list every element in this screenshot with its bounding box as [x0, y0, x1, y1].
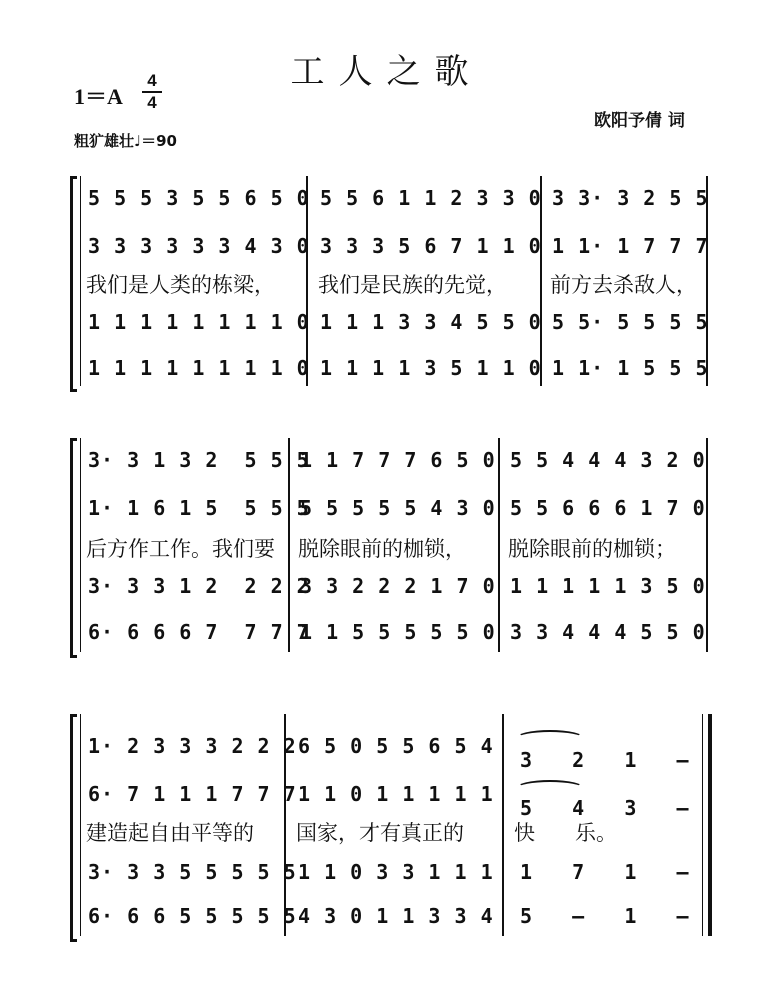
staff-row-bass: 5 — 1 —: [520, 904, 690, 928]
key-signature: 1＝A: [74, 84, 123, 109]
staff-row-tenor: 1 1 0 3 3 1 1 1: [298, 860, 494, 884]
final-barline-thick: [708, 714, 712, 936]
staff-row-alto: 6· 7 1 1 1 7 7 7: [88, 782, 297, 806]
staff-row-alto: 3 3 3 5 6 7 1 1 0: [320, 234, 542, 258]
staff-row-tenor: 3· 3 3 5 5 5 5 5: [88, 860, 297, 884]
staff-row-tenor: 3 3 2 2 2 1 7 0: [300, 574, 496, 598]
staff-row-alto: 1· 1 6 1 5 5 5 5: [88, 496, 310, 520]
staff-row-bass: 1 1 1 1 1 1 1 1 0: [88, 356, 310, 380]
lyric-line: 脱除眼前的枷锁；: [508, 537, 676, 561]
lyric-line: 脱除眼前的枷锁，: [298, 537, 466, 561]
staff-row-soprano: 5 5 6 1 1 2 3 3 0: [320, 186, 542, 210]
staff-row-soprano: 5 5 5 3 5 5 6 5 0: [88, 186, 310, 210]
barline: [502, 714, 504, 936]
staff-row-bass: 1 1 1 1 3 5 1 1 0: [320, 356, 542, 380]
lyricist-credit: 欧阳予倩 词: [594, 111, 685, 131]
lyric-line: 前方去杀敌人，: [550, 273, 697, 297]
staff-row-soprano: 1· 2 3 3 3 2 2 2: [88, 734, 297, 758]
system-brace: [70, 438, 77, 658]
staff-row-tenor: 3· 3 3 1 2 2 2 2: [88, 574, 310, 598]
lyric-line: 我们是人类的栋梁，: [86, 273, 275, 297]
tempo-marking: 粗犷雄壮♩＝90: [74, 132, 177, 150]
staff-row-soprano: 3 3· 3 2 5 5: [552, 186, 709, 210]
lyric-line: 后方作工作。我们要: [86, 537, 275, 561]
staff-row-alto: 5 5 6 6 6 1 7 0: [510, 496, 706, 520]
lyric-line: 我们是民族的先觉，: [318, 273, 507, 297]
staff-row-tenor: 1 7 1 —: [520, 860, 690, 884]
time-signature: [140, 72, 164, 112]
system-brace: [70, 714, 77, 942]
staff-row-soprano: 1 1 7 7 7 6 5 0: [300, 448, 496, 472]
staff-row-alto: 3 3 3 3 3 3 4 3 0: [88, 234, 310, 258]
staff-row-bass: 6· 6 6 6 7 7 7 7: [88, 620, 310, 644]
system-brace: [70, 176, 77, 392]
staff-row-bass: 1 1 5 5 5 5 5 0: [300, 620, 496, 644]
staff-row-bass: 4 3 0 1 1 3 3 4: [298, 904, 494, 928]
lyric-line: 建造起自由平等的: [86, 821, 254, 845]
staff-row-bass: 6· 6 6 5 5 5 5 5: [88, 904, 297, 928]
staff-row-alto: 1 1 0 1 1 1 1 1: [298, 782, 494, 806]
staff-row-alto: 1 1· 1 7 7 7: [552, 234, 709, 258]
final-barline-thin: [702, 714, 703, 936]
staff-row-tenor: 1 1 1 1 1 3 5 0: [510, 574, 706, 598]
staff-row-bass: 1 1· 1 5 5 5: [552, 356, 709, 380]
staff-row-soprano: 3 2 1 —: [520, 748, 690, 772]
time-sig-top: 4: [147, 71, 157, 90]
barline: [706, 438, 708, 652]
song-title: 工人之歌: [290, 52, 483, 92]
lyric-line: 国家，才有真正的: [296, 821, 464, 845]
staff-row-tenor: 5 5· 5 5 5 5: [552, 310, 709, 334]
barline: [498, 438, 500, 652]
lyric-line: 快 乐。: [514, 821, 618, 845]
time-sig-bottom: 4: [147, 93, 157, 112]
staff-row-soprano: 3· 3 1 3 2 5 5 5: [88, 448, 310, 472]
staff-row-alto: 5 5 5 5 5 4 3 0: [300, 496, 496, 520]
staff-row-tenor: 1 1 1 3 3 4 5 5 0: [320, 310, 542, 334]
staff-row-tenor: 1 1 1 1 1 1 1 1 0: [88, 310, 310, 334]
staff-row-alto: 5 4 3 —: [520, 796, 690, 820]
staff-row-soprano: 5 5 4 4 4 3 2 0: [510, 448, 706, 472]
staff-row-bass: 3 3 4 4 4 5 5 0: [510, 620, 706, 644]
staff-row-soprano: 6 5 0 5 5 6 5 4: [298, 734, 494, 758]
